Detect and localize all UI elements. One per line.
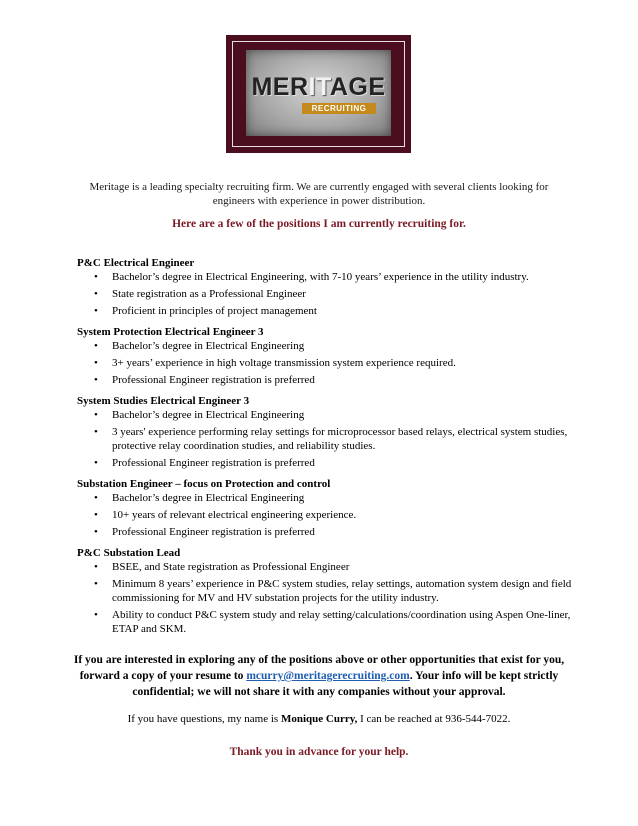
job-section — [77, 546, 577, 636]
job-requirement: • Bachelor’s degree in Electrical Engineering — [77, 339, 577, 353]
job-section — [77, 256, 577, 318]
job-list — [77, 256, 577, 643]
job-section — [77, 394, 577, 470]
job-requirement: • BSEE, and State registration as Professional Engineer — [77, 560, 577, 574]
intro-paragraph: Meritage is a leading specialty recruiting firm. We are currently engaged with several clients looking for engineers with experience in power distribution. — [89, 181, 549, 207]
call-to-action — [70, 652, 568, 700]
logo-wordmark: MERITAGE — [251, 73, 386, 101]
job-requirement: • Proficient in principles of project management — [77, 304, 577, 318]
job-requirement: • Professional Engineer registration is preferred — [77, 456, 577, 470]
thank-you-line: Thank you in advance for your help. — [229, 746, 409, 758]
job-requirement: • Professional Engineer registration is preferred — [77, 525, 577, 539]
contact-text: If you have questions, my name is — [127, 713, 281, 725]
job-requirement: • State registration as a Professional Engineer — [77, 287, 577, 301]
job-section — [77, 477, 577, 539]
job-requirement: • Bachelor’s degree in Electrical Engineering — [77, 491, 577, 505]
contact-phone-text: I can be reached at 936-544-7022. — [357, 713, 511, 725]
positions-headline: Here are a few of the positions I am currently recruiting for. — [172, 218, 466, 230]
job-title: P&C Electrical Engineer — [77, 257, 195, 269]
cta-text-end: . Your info will be kept strictly confidential; we will not share it with any companies without your approval. — [132, 670, 559, 698]
job-title: System Studies Electrical Engineer 3 — [77, 395, 250, 407]
job-requirement: • 3+ years’ experience in high voltage transmission system experience required. — [77, 356, 577, 370]
job-requirement: • Professional Engineer registration is preferred — [77, 373, 577, 387]
job-requirement: • 10+ years of relevant electrical engineering experience. — [77, 508, 577, 522]
email-link[interactable]: mcurry@meritagerecruiting.com — [246, 670, 410, 682]
job-section — [77, 325, 577, 387]
logo-panel — [246, 50, 391, 136]
contact-line — [0, 713, 638, 725]
job-title: P&C Substation Lead — [77, 547, 181, 559]
meritage-logo — [226, 35, 411, 153]
job-requirement: • Bachelor’s degree in Electrical Engineering — [77, 408, 577, 422]
job-title: System Protection Electrical Engineer 3 — [77, 326, 264, 338]
logo-subtitle: RECRUITING — [302, 103, 376, 114]
job-requirement: • Minimum 8 years’ experience in P&C system studies, relay settings, automation system design and field commissioning for MV and HV substation projects for the utility industry. — [77, 577, 577, 605]
job-requirement: • Bachelor’s degree in Electrical Engineering, with 7-10 years’ experience in the utility industry. — [77, 270, 577, 284]
contact-name: Monique Curry, — [280, 713, 358, 725]
job-requirement: • Ability to conduct P&C system study and relay setting/calculations/coordination using Aspen One-liner, ETAP and SKM. — [77, 608, 577, 636]
cta-text: If you are interested in exploring any of the positions above or other opportunities that exist for you, forward a copy of your resume to — [73, 654, 565, 682]
job-requirement: • 3 years' experience performing relay settings for microprocessor based relays, electrical system studies, protective relay coordination studies, and reliability studies. — [77, 425, 577, 453]
job-title: Substation Engineer – focus on Protection and control — [77, 478, 331, 490]
